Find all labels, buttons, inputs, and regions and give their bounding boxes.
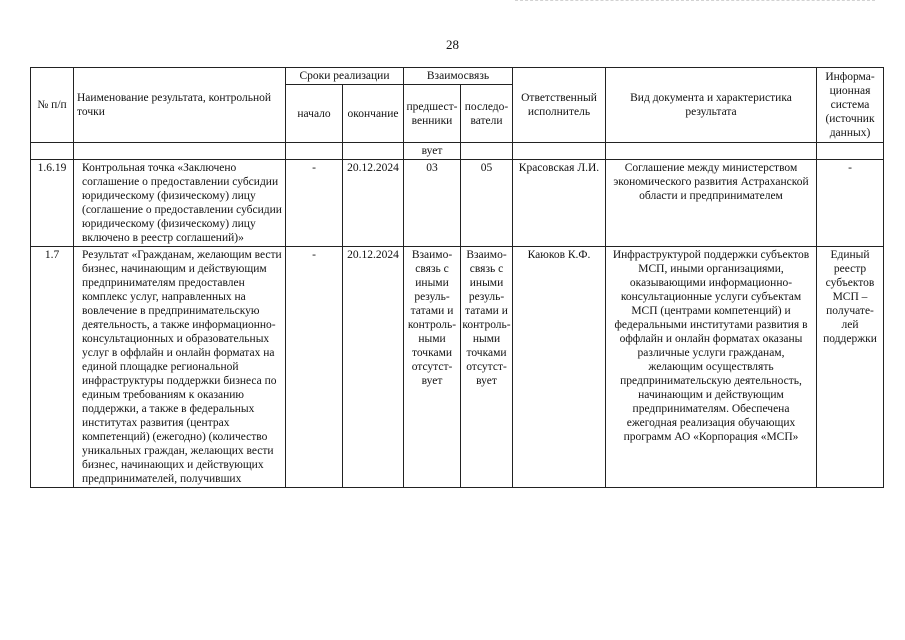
row-doc-type: Инфраструктурой поддержки субъектов МСП, иными организациями, оказывающими информационно-консультационные услуги субъектам МСП (центрами компетенций) и федеральными институтами развития в оффлайн и онлайн форматах оказаны различные услуги гражданам, желающим осуществлять предпринимательскую деятельность, начинающим и действующим предпринимателям. Обеспечена ежегодная реализация обучающих программ АО «Корпорация «МСП» bbox=[606, 247, 817, 488]
row-doc-type: Соглашение между министерством экономического развития Астраханской области и предпринимателем bbox=[606, 160, 817, 247]
header-terms: Сроки реализации bbox=[286, 68, 404, 85]
header-start: начало bbox=[286, 85, 343, 143]
row-info-system: - bbox=[817, 160, 884, 247]
header-num: № п/п bbox=[31, 68, 74, 143]
row-predecessors: Взаимо-связь с иными резуль-татами и контроль-ными точками отсутст-вует bbox=[404, 247, 461, 488]
row-end: 20.12.2024 bbox=[343, 160, 404, 247]
header-doc-type: Вид документа и характеристика результата bbox=[606, 68, 817, 143]
row-end: 20.12.2024 bbox=[343, 247, 404, 488]
header-responsible: Ответственный исполнитель bbox=[513, 68, 606, 143]
row-predecessors: 03 bbox=[404, 160, 461, 247]
scan-artifact-lines bbox=[515, 0, 875, 5]
header-relation: Взаимосвязь bbox=[404, 68, 513, 85]
row-successors: 05 bbox=[461, 160, 513, 247]
row-info-system: Единый реестр субъектов МСП – получате-лей поддержки bbox=[817, 247, 884, 488]
predecessors-tail: вует bbox=[404, 143, 461, 160]
header-predecessors: предшест-венники bbox=[404, 85, 461, 143]
header-name: Наименование результата, контрольной точки bbox=[74, 68, 286, 143]
row-responsible: Каюков К.Ф. bbox=[513, 247, 606, 488]
header-successors: последо-ватели bbox=[461, 85, 513, 143]
row-responsible: Красовская Л.И. bbox=[513, 160, 606, 247]
row-num: 1.7 bbox=[31, 247, 74, 488]
header-info-system: Информа-ционная система (источник данных) bbox=[817, 68, 884, 143]
header-row-1 bbox=[31, 68, 884, 85]
continuation-row bbox=[31, 143, 884, 160]
table-row bbox=[31, 160, 884, 247]
page-number: 28 bbox=[446, 37, 459, 52]
row-start: - bbox=[286, 160, 343, 247]
results-table bbox=[30, 67, 884, 488]
header-end: окончание bbox=[343, 85, 404, 143]
row-name: Результат «Гражданам, желающим вести бизнес, начинающим и действующим предпринимателям предоставлен комплекс услуг, направленных на вовлечение в предпринимательскую деятельность, а также информационно-консультационных и образовательных услуг в оффлайн и онлайн форматах на единой площадке региональной инфраструктуры поддержки бизнеса по единым требованиям к оказанию поддержки, а также в федеральных институтах развития (центрах компетенций) (ежегодно) (количество уникальных граждан, желающих вести бизнес, начинающих и действующих предпринимателей, получивших bbox=[74, 247, 286, 488]
row-name: Контрольная точка «Заключено соглашение о предоставлении субсидии юридическому (физическому) лицу (соглашение о предоставлении субсидии юридическому (физическому) лицу включено в реестр соглашений)» bbox=[74, 160, 286, 247]
row-successors: Взаимо-связь с иными резуль-татами и контроль-ными точками отсутст-вует bbox=[461, 247, 513, 488]
row-num: 1.6.19 bbox=[31, 160, 74, 247]
row-start: - bbox=[286, 247, 343, 488]
table-row bbox=[31, 247, 884, 488]
